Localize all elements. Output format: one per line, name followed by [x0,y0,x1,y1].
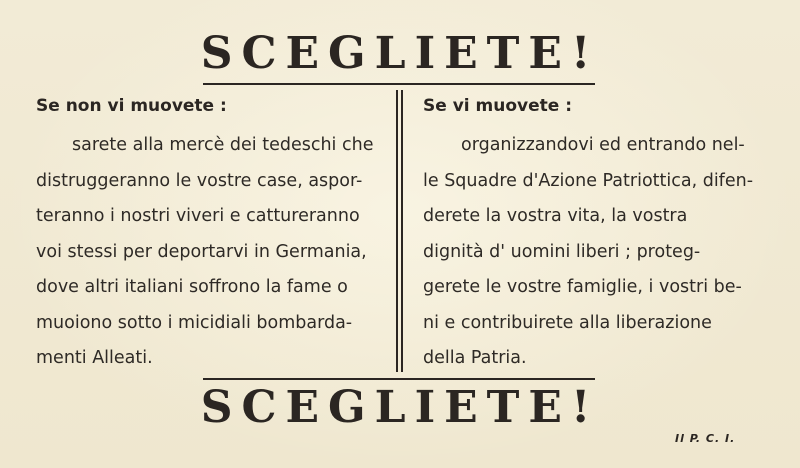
bottom-rule [203,378,595,380]
right-line-1: organizzandovi ed entrando nel- [461,135,745,155]
left-line-6: muoiono sotto i micidiali bombarda- [36,312,353,333]
right-line-5: gerete le vostre famiglie, i vostri be- [423,277,742,297]
right-line-6: ni e contribuirete alla liberazione [423,312,712,333]
left-line-4: voi stessi per deportarvi in Germania, [36,241,367,262]
left-line-2: distruggeranno le vostre case, aspor- [36,170,363,191]
left-line-1: sarete alla mercè dei tedeschi che [72,135,374,155]
right-line-3: derete la vostra vita, la vostra [423,206,688,226]
headline-bottom: SCEGLIETE! [200,382,600,433]
right-line-2: le Squadre d'Azione Patriottica, difen- [423,170,754,191]
column-divider-right [401,90,403,372]
headline-top: SCEGLIETE! [200,28,600,79]
right-line-7: della Patria. [423,348,527,368]
right-column-heading: Se vi muovete : [423,96,572,116]
left-column-text [36,128,386,377]
top-rule [203,83,595,85]
left-line-5: dove altri italiani soffrono la fame o [36,277,348,297]
column-divider-left [396,90,398,372]
left-line-7: menti Alleati. [36,348,153,368]
left-line-3: teranno i nostri viveri e cattureranno [36,206,360,226]
right-column-text [423,128,773,377]
publisher-mark: Il P. C. I. [675,432,736,445]
right-line-4: dignità d' uomini liberi ; proteg- [423,241,701,262]
left-column-heading: Se non vi muovete : [36,96,227,116]
